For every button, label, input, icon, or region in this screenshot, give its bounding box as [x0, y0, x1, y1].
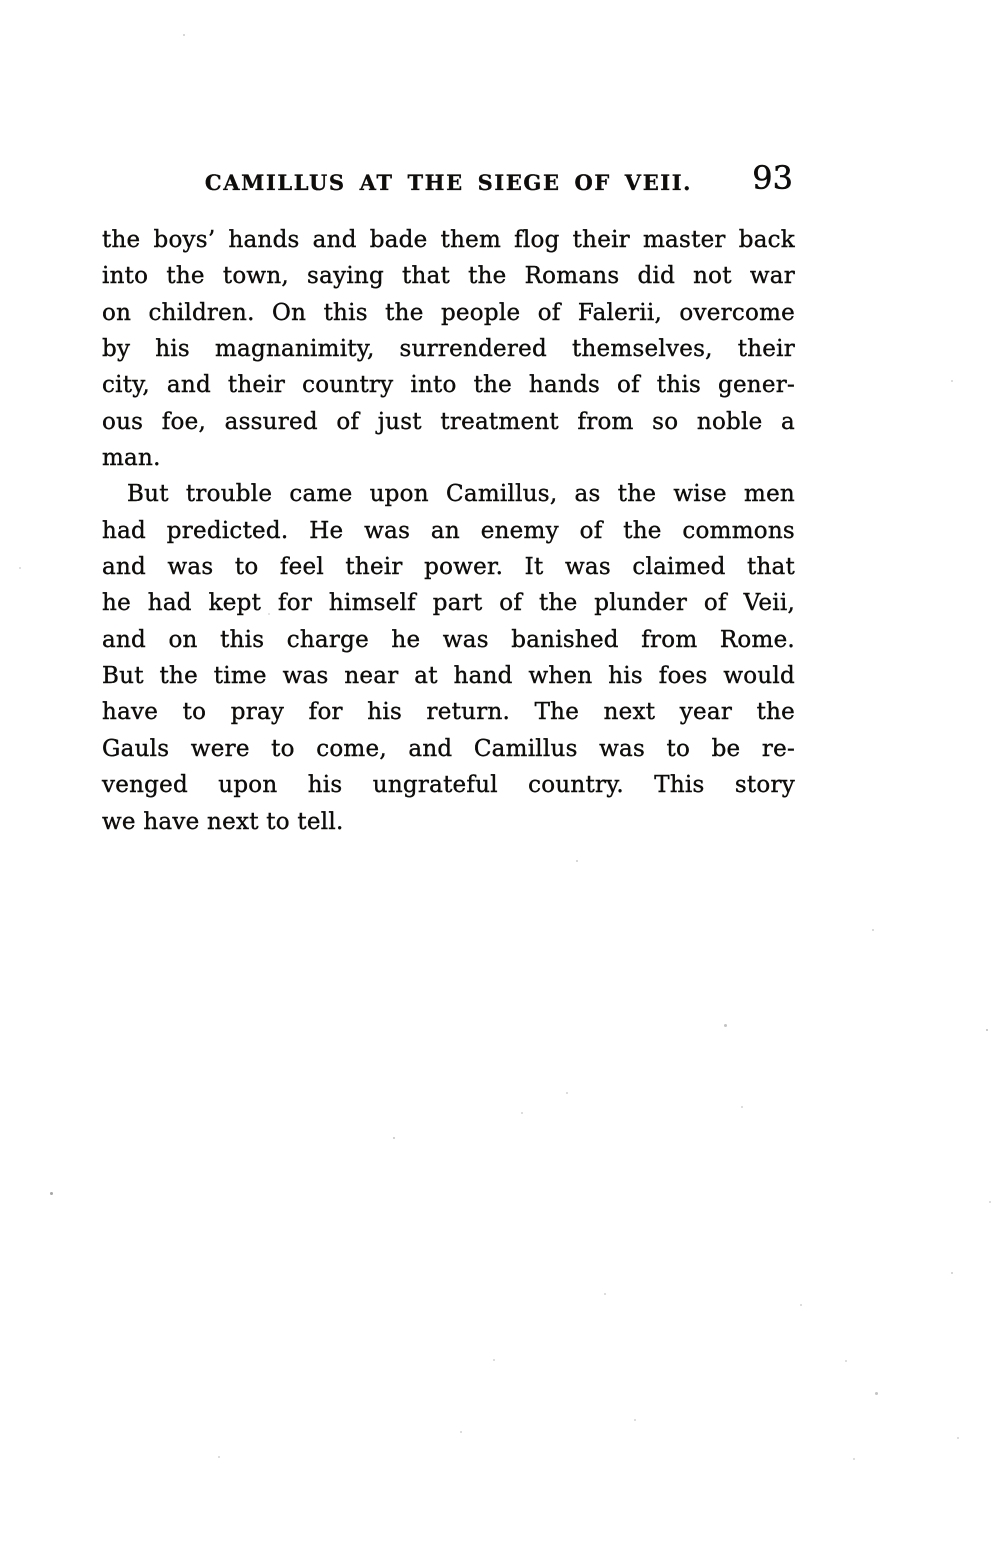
- text-line: and on this charge he was banished from Rome.: [102, 626, 795, 653]
- scan-speck: [576, 860, 578, 862]
- scan-speck: [393, 1137, 395, 1139]
- paragraph: [102, 222, 795, 476]
- text-line: But trouble came upon Camillus, as the wise men: [127, 481, 795, 508]
- scan-speck: [853, 1458, 855, 1460]
- page-header-title: CAMILLUS AT THE SIEGE OF VEII.: [204, 170, 693, 195]
- scan-speck: [800, 1304, 802, 1306]
- scan-speck: [986, 1029, 988, 1031]
- text-line: into the town, saying that the Romans did not war: [102, 263, 795, 290]
- text-line: and was to feel their power. It was claimed that: [102, 554, 795, 581]
- text-line: Gauls were to come, and Camillus was to be re-: [102, 735, 795, 762]
- text-line: he had kept for himself part of the plunder of Veii,: [102, 590, 795, 617]
- text-line: man.: [102, 445, 161, 472]
- paragraph: [102, 476, 795, 839]
- text-line: But the time was near at hand when his foes would: [102, 663, 795, 690]
- scan-speck: [604, 1293, 606, 1295]
- text-line: ous foe, assured of just treatment from so noble a: [102, 408, 795, 435]
- scan-speck: [957, 1437, 959, 1439]
- scan-speck: [634, 1419, 636, 1421]
- scan-speck: [183, 34, 185, 36]
- text-line: have to pray for his return. The next year the: [102, 699, 795, 726]
- text-line: venged upon his ungrateful country. This story: [102, 772, 795, 799]
- text-line: the boys’ hands and bade them flog their master back: [102, 227, 795, 253]
- scan-speck: [521, 1112, 523, 1114]
- scan-speck: [724, 1024, 727, 1027]
- scan-speck: [872, 929, 874, 931]
- body-text: [102, 222, 795, 840]
- scan-speck: [951, 380, 953, 382]
- text-line: by his magnanimity, surrendered themselves, their: [102, 336, 795, 363]
- scan-speck: [50, 1192, 53, 1195]
- scan-speck: [989, 1201, 991, 1203]
- scan-speck: [845, 1360, 847, 1362]
- scan-speck: [19, 567, 21, 569]
- scan-speck: [268, 613, 270, 615]
- scan-speck: [566, 1092, 568, 1094]
- text-line: had predicted. He was an enemy of the commons: [102, 517, 795, 544]
- text-line: on children. On this the people of Falerii, overcome: [102, 299, 795, 326]
- running-head: [102, 159, 795, 201]
- scan-speck: [460, 1431, 462, 1433]
- scan-speck: [951, 1272, 953, 1274]
- scan-speck: [741, 1106, 743, 1108]
- scan-speck: [218, 1456, 220, 1458]
- scan-speck: [875, 1392, 878, 1395]
- page-number: 93: [752, 159, 793, 197]
- text-line: we have next to tell.: [102, 808, 344, 835]
- text-line: city, and their country into the hands of this gener-: [102, 372, 795, 399]
- scan-speck: [493, 1359, 495, 1361]
